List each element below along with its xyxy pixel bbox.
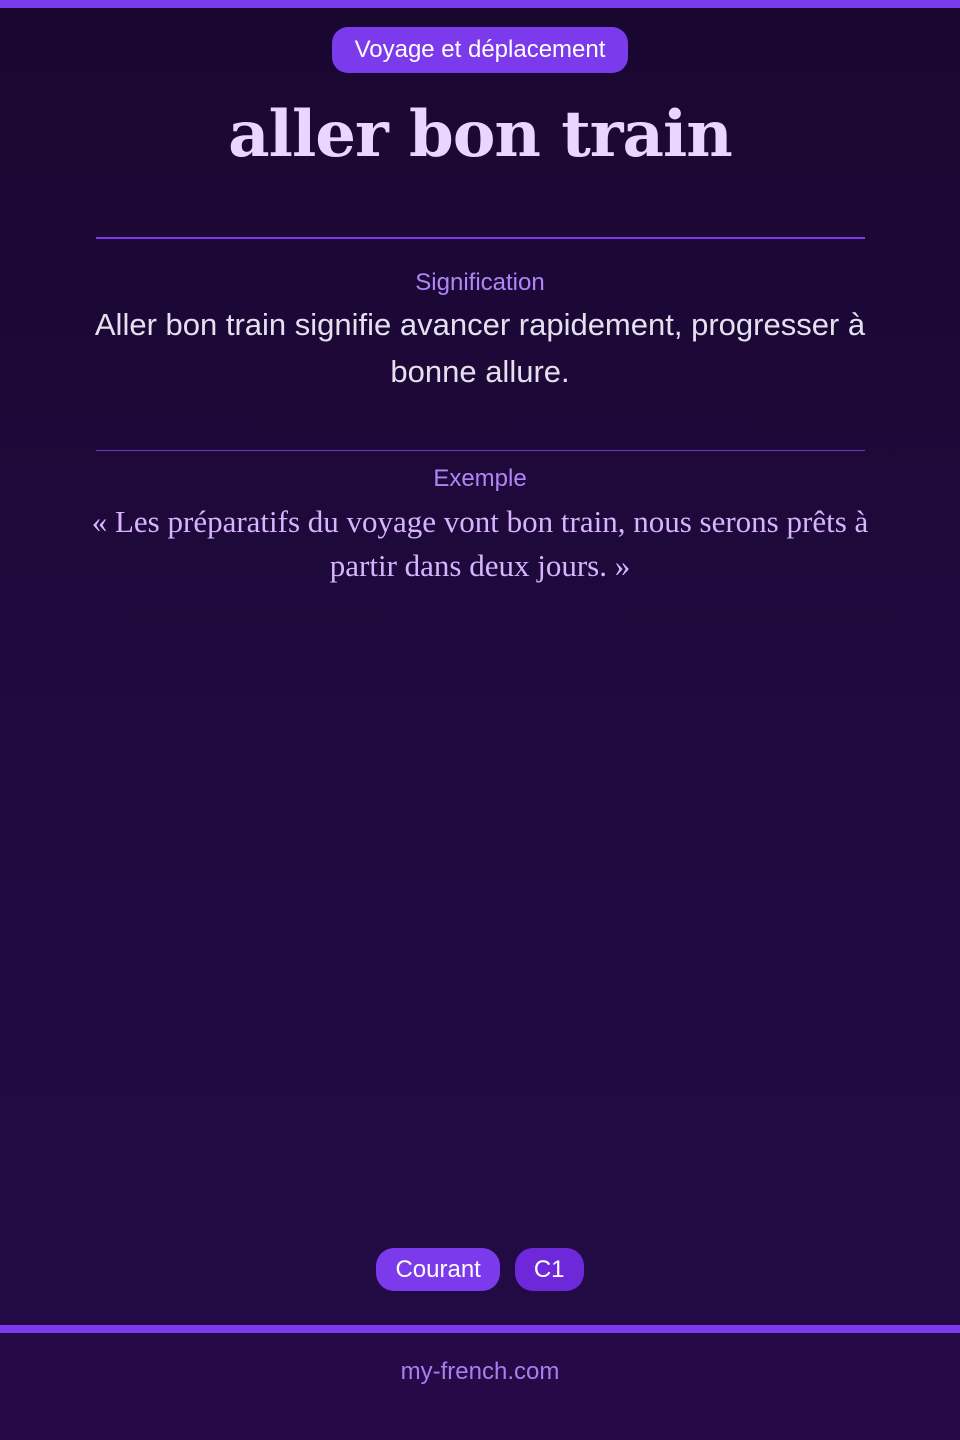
expression-title: aller bon train (228, 97, 732, 172)
category-badge: Voyage et déplacement (332, 27, 628, 73)
bottom-accent-bar (0, 1325, 960, 1333)
top-accent-bar (0, 0, 960, 8)
divider-top (96, 237, 865, 239)
footer-site-link[interactable]: my-french.com (400, 1358, 560, 1385)
divider-middle (96, 450, 865, 451)
meaning-text: Aller bon train signifie avancer rapidement, progresser à bonne allure. (94, 307, 866, 389)
tag-list (0, 1248, 960, 1291)
example-text: « Les préparatifs du voyage vont bon train, nous serons prêts à partir dans deux jours. » (91, 504, 869, 583)
meaning-label: Signification (415, 269, 545, 296)
example-label: Exemple (433, 465, 527, 492)
level-tag: C1 (515, 1248, 584, 1291)
register-tag: Courant (376, 1248, 499, 1291)
